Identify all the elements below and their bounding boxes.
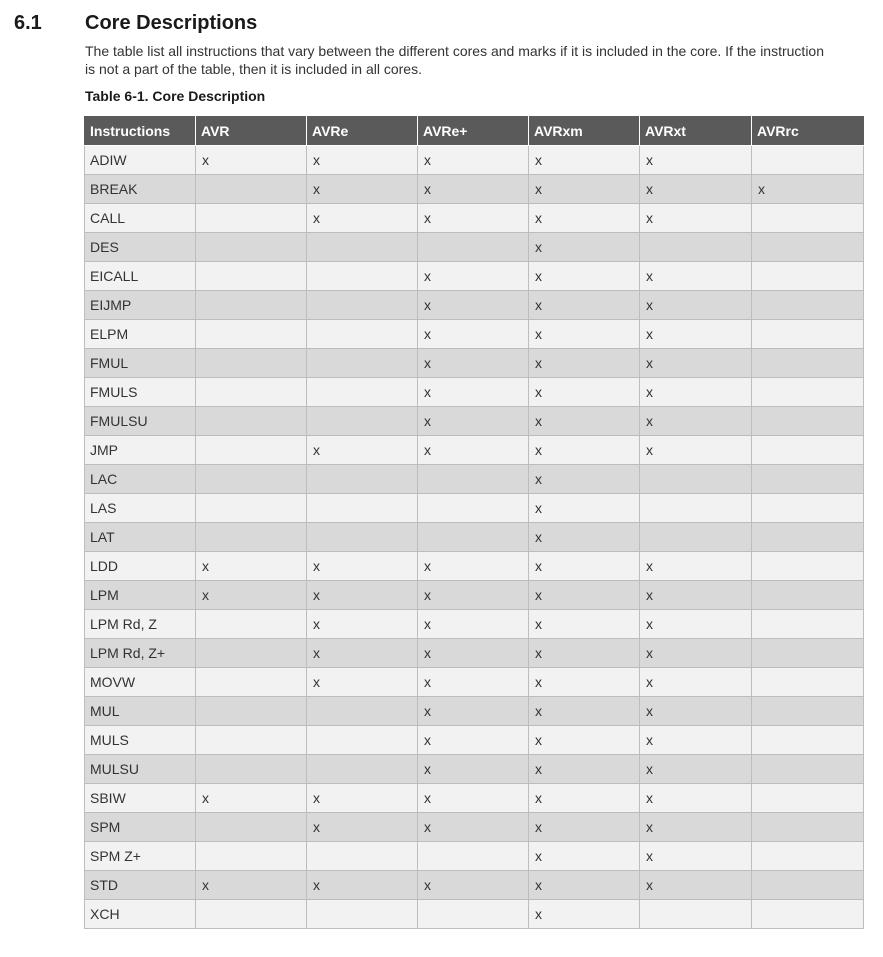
core-avre-plus-cell: x (418, 291, 529, 320)
core-avrxt-cell (640, 523, 752, 552)
instruction-cell: MUL (85, 697, 196, 726)
core-avrxm-cell: x (529, 407, 640, 436)
core-avrxm-cell: x (529, 262, 640, 291)
column-header-avrrc: AVRrc (752, 117, 864, 146)
table-row (85, 407, 864, 436)
core-avrxt-cell: x (640, 726, 752, 755)
table-caption: Table 6-1. Core Description (85, 88, 266, 104)
core-avr-cell (196, 320, 307, 349)
core-avr-cell (196, 668, 307, 697)
core-avre-cell (307, 378, 418, 407)
instruction-cell: SBIW (85, 784, 196, 813)
core-avre-cell: x (307, 552, 418, 581)
table-row (85, 146, 864, 175)
instruction-cell: MULS (85, 726, 196, 755)
core-avre-cell (307, 291, 418, 320)
core-avre-cell: x (307, 581, 418, 610)
core-avrxt-cell: x (640, 349, 752, 378)
instruction-cell: LDD (85, 552, 196, 581)
core-avre-cell (307, 755, 418, 784)
core-avrxm-cell: x (529, 610, 640, 639)
core-avrxm-cell: x (529, 697, 640, 726)
core-avrxm-cell: x (529, 320, 640, 349)
core-avre-plus-cell: x (418, 726, 529, 755)
core-avr-cell (196, 233, 307, 262)
core-avrxt-cell: x (640, 552, 752, 581)
table-row (85, 523, 864, 552)
table-row (85, 204, 864, 233)
instruction-cell: JMP (85, 436, 196, 465)
core-avrrc-cell (752, 407, 864, 436)
core-avre-plus-cell: x (418, 204, 529, 233)
core-avrrc-cell (752, 465, 864, 494)
core-avr-cell (196, 175, 307, 204)
core-avr-cell (196, 842, 307, 871)
core-avrrc-cell (752, 320, 864, 349)
table-row (85, 494, 864, 523)
core-avrxm-cell: x (529, 146, 640, 175)
core-avrxm-cell: x (529, 581, 640, 610)
core-avrrc-cell: x (752, 175, 864, 204)
core-avrxt-cell: x (640, 813, 752, 842)
core-avr-cell: x (196, 784, 307, 813)
core-avrrc-cell (752, 378, 864, 407)
core-avr-cell (196, 378, 307, 407)
column-header-avre-plus: AVRe+ (418, 117, 529, 146)
core-avrrc-cell (752, 262, 864, 291)
core-avre-plus-cell: x (418, 320, 529, 349)
core-avre-plus-cell (418, 900, 529, 929)
core-avrxm-cell: x (529, 175, 640, 204)
instruction-cell: LAS (85, 494, 196, 523)
table-row (85, 668, 864, 697)
instruction-cell: MULSU (85, 755, 196, 784)
core-avre-cell (307, 349, 418, 378)
core-avrxm-cell: x (529, 204, 640, 233)
core-avre-cell (307, 726, 418, 755)
core-avrxt-cell: x (640, 871, 752, 900)
core-avrxt-cell (640, 900, 752, 929)
core-avrxm-cell: x (529, 900, 640, 929)
core-avre-cell: x (307, 204, 418, 233)
core-avrxt-cell: x (640, 755, 752, 784)
core-avr-cell (196, 465, 307, 494)
core-avrxt-cell: x (640, 610, 752, 639)
core-avrxm-cell: x (529, 523, 640, 552)
table-row (85, 436, 864, 465)
core-avrxt-cell: x (640, 697, 752, 726)
core-avrrc-cell (752, 291, 864, 320)
core-avre-plus-cell: x (418, 581, 529, 610)
instruction-cell: EICALL (85, 262, 196, 291)
core-avrrc-cell (752, 668, 864, 697)
core-avr-cell (196, 436, 307, 465)
instruction-cell: FMUL (85, 349, 196, 378)
instruction-cell: LAC (85, 465, 196, 494)
core-avrxt-cell: x (640, 146, 752, 175)
core-avre-plus-cell: x (418, 436, 529, 465)
core-avr-cell (196, 726, 307, 755)
core-avrrc-cell (752, 842, 864, 871)
table-row (85, 871, 864, 900)
core-avr-cell: x (196, 552, 307, 581)
core-avrxt-cell: x (640, 668, 752, 697)
core-avrxt-cell: x (640, 291, 752, 320)
core-avre-cell (307, 900, 418, 929)
core-avre-cell: x (307, 813, 418, 842)
core-avrrc-cell (752, 146, 864, 175)
core-avrxt-cell: x (640, 378, 752, 407)
table-row (85, 842, 864, 871)
core-avrxm-cell: x (529, 755, 640, 784)
table-body (85, 146, 864, 929)
section-number: 6.1 (14, 12, 42, 34)
core-avre-plus-cell (418, 523, 529, 552)
instruction-cell: LPM Rd, Z (85, 610, 196, 639)
core-avre-cell (307, 233, 418, 262)
core-avre-cell: x (307, 871, 418, 900)
core-avre-plus-cell: x (418, 378, 529, 407)
instruction-cell: FMULSU (85, 407, 196, 436)
core-avrxm-cell: x (529, 494, 640, 523)
instruction-cell: XCH (85, 900, 196, 929)
core-avrrc-cell (752, 610, 864, 639)
core-avre-cell (307, 320, 418, 349)
core-avre-cell: x (307, 436, 418, 465)
core-avrrc-cell (752, 233, 864, 262)
table-row (85, 610, 864, 639)
core-avre-plus-cell: x (418, 668, 529, 697)
core-avre-cell: x (307, 175, 418, 204)
instruction-cell: LAT (85, 523, 196, 552)
core-avrxm-cell: x (529, 552, 640, 581)
core-avrxt-cell: x (640, 320, 752, 349)
core-avre-cell: x (307, 610, 418, 639)
core-avre-plus-cell: x (418, 262, 529, 291)
core-avre-plus-cell: x (418, 175, 529, 204)
instruction-cell: EIJMP (85, 291, 196, 320)
table-row (85, 581, 864, 610)
core-avre-plus-cell: x (418, 697, 529, 726)
core-avr-cell: x (196, 871, 307, 900)
core-description-table (84, 116, 864, 929)
core-avre-plus-cell (418, 465, 529, 494)
core-avr-cell (196, 204, 307, 233)
column-header-avrxm: AVRxm (529, 117, 640, 146)
core-avre-plus-cell (418, 842, 529, 871)
instruction-cell: SPM (85, 813, 196, 842)
core-avrxm-cell: x (529, 726, 640, 755)
instruction-cell: SPM Z+ (85, 842, 196, 871)
table-row (85, 552, 864, 581)
core-avrxt-cell: x (640, 407, 752, 436)
core-avre-plus-cell: x (418, 349, 529, 378)
core-avrxt-cell (640, 494, 752, 523)
core-avrxt-cell: x (640, 262, 752, 291)
instruction-cell: CALL (85, 204, 196, 233)
core-avr-cell (196, 900, 307, 929)
core-avre-cell (307, 842, 418, 871)
core-avre-cell: x (307, 668, 418, 697)
core-avrxm-cell: x (529, 291, 640, 320)
core-avrrc-cell (752, 436, 864, 465)
core-avre-plus-cell: x (418, 755, 529, 784)
core-avre-cell (307, 465, 418, 494)
core-avr-cell (196, 262, 307, 291)
table-row (85, 755, 864, 784)
instruction-cell: LPM Rd, Z+ (85, 639, 196, 668)
core-avrrc-cell (752, 871, 864, 900)
core-avrrc-cell (752, 552, 864, 581)
core-avrxt-cell: x (640, 436, 752, 465)
core-avr-cell (196, 697, 307, 726)
table-row (85, 233, 864, 262)
core-avrrc-cell (752, 494, 864, 523)
core-avr-cell (196, 291, 307, 320)
core-avrrc-cell (752, 726, 864, 755)
column-header-avre: AVRe (307, 117, 418, 146)
core-avrxm-cell: x (529, 349, 640, 378)
core-avrxm-cell: x (529, 668, 640, 697)
instruction-cell: LPM (85, 581, 196, 610)
core-avre-cell (307, 523, 418, 552)
core-avre-plus-cell: x (418, 610, 529, 639)
instruction-cell: FMULS (85, 378, 196, 407)
table-header-row (85, 117, 864, 146)
table-row (85, 900, 864, 929)
table-row (85, 465, 864, 494)
core-avrrc-cell (752, 639, 864, 668)
core-avre-cell: x (307, 146, 418, 175)
section-intro: The table list all instructions that vary between the different cores and marks if it is included in the core. If the instruction is not a part of the table, then it is included in all cores. (85, 43, 824, 77)
core-avr-cell (196, 494, 307, 523)
column-header-avr: AVR (196, 117, 307, 146)
table-row (85, 262, 864, 291)
core-avrxt-cell: x (640, 784, 752, 813)
instruction-cell: STD (85, 871, 196, 900)
core-avrxt-cell: x (640, 639, 752, 668)
core-avrxm-cell: x (529, 784, 640, 813)
instruction-cell: DES (85, 233, 196, 262)
table-row (85, 175, 864, 204)
core-avrxt-cell (640, 465, 752, 494)
core-avrrc-cell (752, 581, 864, 610)
table-row (85, 639, 864, 668)
core-avre-plus-cell: x (418, 407, 529, 436)
table-row (85, 349, 864, 378)
core-avrxm-cell: x (529, 378, 640, 407)
instruction-cell: BREAK (85, 175, 196, 204)
core-avr-cell (196, 610, 307, 639)
core-avre-plus-cell (418, 233, 529, 262)
core-avrxm-cell: x (529, 436, 640, 465)
core-avrrc-cell (752, 755, 864, 784)
core-avrrc-cell (752, 697, 864, 726)
core-avr-cell: x (196, 581, 307, 610)
core-avre-plus-cell: x (418, 639, 529, 668)
core-avre-cell (307, 697, 418, 726)
table-row (85, 378, 864, 407)
instruction-cell: MOVW (85, 668, 196, 697)
table-row (85, 320, 864, 349)
core-avre-plus-cell: x (418, 146, 529, 175)
core-avre-cell (307, 262, 418, 291)
table-row (85, 813, 864, 842)
table-row (85, 726, 864, 755)
core-avrxt-cell (640, 233, 752, 262)
core-avr-cell (196, 407, 307, 436)
core-avrrc-cell (752, 523, 864, 552)
core-avrxm-cell: x (529, 639, 640, 668)
core-avre-plus-cell: x (418, 813, 529, 842)
core-avr-cell (196, 639, 307, 668)
core-avr-cell: x (196, 146, 307, 175)
table-row (85, 291, 864, 320)
core-avrxm-cell: x (529, 465, 640, 494)
table-row (85, 784, 864, 813)
table-row (85, 697, 864, 726)
core-avrrc-cell (752, 349, 864, 378)
core-avre-cell (307, 407, 418, 436)
core-avrxm-cell: x (529, 842, 640, 871)
core-avr-cell (196, 523, 307, 552)
core-avr-cell (196, 755, 307, 784)
core-avrrc-cell (752, 204, 864, 233)
core-avre-cell (307, 494, 418, 523)
core-avre-plus-cell: x (418, 784, 529, 813)
column-header-avrxt: AVRxt (640, 117, 752, 146)
core-avrrc-cell (752, 784, 864, 813)
core-avrxt-cell: x (640, 842, 752, 871)
core-avrxm-cell: x (529, 813, 640, 842)
column-header-instructions: Instructions (85, 117, 196, 146)
section-title: Core Descriptions (85, 12, 258, 34)
core-avrxm-cell: x (529, 233, 640, 262)
core-avre-cell: x (307, 784, 418, 813)
core-avrrc-cell (752, 813, 864, 842)
core-avre-cell: x (307, 639, 418, 668)
core-avrrc-cell (752, 900, 864, 929)
core-avre-plus-cell: x (418, 552, 529, 581)
core-avr-cell (196, 349, 307, 378)
core-avrxt-cell: x (640, 175, 752, 204)
core-avre-plus-cell (418, 494, 529, 523)
core-avrxm-cell: x (529, 871, 640, 900)
instruction-cell: ELPM (85, 320, 196, 349)
core-avrxt-cell: x (640, 581, 752, 610)
instruction-cell: ADIW (85, 146, 196, 175)
core-avre-plus-cell: x (418, 871, 529, 900)
core-avrxt-cell: x (640, 204, 752, 233)
core-avr-cell (196, 813, 307, 842)
